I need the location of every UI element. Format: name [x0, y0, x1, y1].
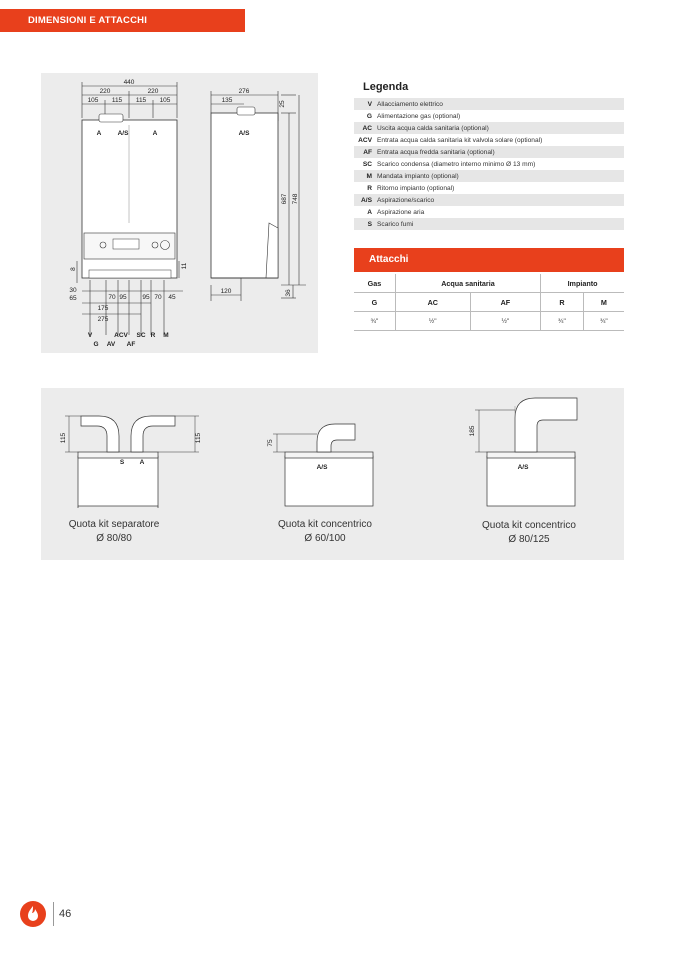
legend-item [354, 122, 624, 134]
legend-code: G [366, 112, 372, 120]
col-m: M [583, 293, 624, 312]
val-af: ½" [470, 312, 540, 331]
kit2-name: Quota kit concentrico [278, 519, 372, 530]
kit1-name: Quota kit separatore [68, 519, 160, 530]
conn-label-r: R [150, 332, 156, 339]
group-gas: Gas [354, 274, 395, 293]
legend-desc: Entrata acqua fredda sanitaria (optional) [377, 148, 495, 156]
label-a-right: A [152, 130, 158, 137]
kit3-name: Quota kit concentrico [482, 520, 576, 531]
legend-code: ACV [358, 136, 372, 144]
label-a-left: A [96, 130, 102, 137]
conn-label-sc: SC [136, 332, 146, 339]
brand-flame-logo [20, 901, 46, 927]
kit1-dim-left: 115 [60, 432, 67, 444]
dim-95-left: 95 [119, 294, 127, 301]
legend-item [354, 206, 624, 218]
legend-desc: Aspirazione/scarico [377, 196, 435, 204]
dim-half-left: 220 [99, 88, 111, 95]
val-r: ¾" [541, 312, 584, 331]
dim-748: 748 [292, 193, 299, 205]
dim-25: 25 [279, 100, 286, 108]
dim-115-right: 115 [135, 97, 147, 104]
legend-desc: Scarico fumi [377, 220, 414, 228]
legend-desc: Aspirazione aria [377, 208, 425, 216]
kit3-caption [464, 519, 594, 547]
kit1-label-a: A [139, 459, 145, 466]
legend-item [354, 134, 624, 146]
legend-item [354, 182, 624, 194]
label-as-side: A/S [238, 130, 250, 137]
dim-11: 11 [181, 262, 188, 270]
label-as-front: A/S [117, 130, 129, 137]
group-acqua-sanitaria: Acqua sanitaria [395, 274, 540, 293]
dim-half-right: 220 [147, 88, 159, 95]
dim-depth: 276 [238, 88, 250, 95]
kit1-diameter: Ø 80/80 [96, 533, 132, 544]
dim-65: 65 [69, 295, 77, 302]
kit1-dim-right: 115 [195, 432, 202, 444]
dim-115-left: 115 [111, 97, 123, 104]
legend-item [354, 98, 624, 110]
legend-code: V [367, 100, 372, 108]
dim-70-left: 70 [108, 294, 116, 301]
legend-desc: Uscita acqua calda sanitaria (optional) [377, 124, 489, 132]
kit2-dim: 75 [267, 439, 274, 447]
legend-item [354, 158, 624, 170]
dim-36: 36 [285, 289, 292, 297]
conn-label-v: V [87, 332, 93, 339]
col-af: AF [470, 293, 540, 312]
dim-175: 175 [97, 305, 109, 312]
conn-label-av: AV [106, 341, 116, 348]
kit-concentrico-80-125-drawing [475, 398, 577, 506]
legend-desc: Entrata acqua calda sanitaria kit valvola solare (optional) [377, 136, 543, 144]
section-title: DIMENSIONI E ATTACCHI [28, 15, 148, 26]
dim-275: 275 [97, 316, 109, 323]
legend-code: A [367, 208, 372, 216]
group-impianto: Impianto [541, 274, 624, 293]
dim-70-right: 70 [154, 294, 162, 301]
kit2-caption [260, 518, 390, 546]
kit1-label-s: S [119, 459, 125, 466]
conn-label-m: M [163, 332, 169, 339]
section-header [0, 9, 245, 32]
kit2-label-as: A/S [316, 464, 328, 471]
dim-8: 8 [70, 267, 77, 271]
kit-separatore-drawing [65, 416, 199, 510]
dim-135: 135 [221, 97, 233, 104]
page-number: 46 [59, 908, 72, 920]
table-value-row [354, 312, 624, 331]
legend-desc: Alimentazione gas (optional) [377, 112, 461, 120]
legend-desc: Ritorno impianto (optional) [377, 184, 455, 192]
attacchi-title: Attacchi [369, 254, 409, 265]
legend-item [354, 218, 624, 230]
dim-105-left: 105 [87, 97, 99, 104]
boiler-front-view [82, 114, 177, 278]
legend-code: R [367, 184, 372, 192]
legend-item [354, 170, 624, 182]
dimension-drawing-panel [41, 73, 318, 353]
kit3-diameter: Ø 80/125 [508, 534, 550, 545]
col-r: R [541, 293, 584, 312]
conn-label-acv: ACV [114, 332, 128, 339]
table-group-row [354, 274, 624, 293]
col-ac: AC [395, 293, 470, 312]
dim-total-width: 440 [123, 79, 135, 86]
dim-95-right: 95 [142, 294, 150, 301]
dim-687: 687 [281, 193, 288, 205]
val-g: ¾" [354, 312, 395, 331]
kit3-label-as: A/S [517, 464, 529, 471]
legend-item [354, 110, 624, 122]
dim-30: 30 [69, 287, 77, 294]
legend-desc: Mandata impianto (optional) [377, 172, 459, 180]
dim-45: 45 [168, 294, 176, 301]
legend-title: Legenda [363, 81, 409, 93]
dim-120: 120 [220, 288, 232, 295]
legend-code: SC [362, 160, 372, 168]
legend-list [354, 98, 624, 230]
legend-desc: Allacciamento elettrico [377, 100, 443, 108]
legend-desc: Scarico condensa (diametro interno minimo Ø 13 mm) [377, 160, 536, 168]
legend-code: S [367, 220, 372, 228]
legend-code: M [366, 172, 372, 180]
footer-divider [53, 902, 54, 926]
conn-label-g: G [93, 341, 99, 348]
legend-code: AC [362, 124, 372, 132]
attacchi-table [354, 274, 624, 331]
legend-item [354, 194, 624, 206]
val-m: ¾" [583, 312, 624, 331]
col-g: G [354, 293, 395, 312]
flame-icon [20, 901, 46, 927]
legend-code: AF [363, 148, 372, 156]
kit3-dim: 185 [469, 425, 476, 437]
conn-label-af: AF [126, 341, 136, 348]
kit1-caption [49, 518, 179, 546]
val-ac: ½" [395, 312, 470, 331]
dim-105-right: 105 [159, 97, 171, 104]
table-column-row [354, 293, 624, 312]
legend-item [354, 146, 624, 158]
legend-code: A/S [361, 196, 372, 204]
boiler-dimension-drawing [41, 73, 318, 353]
kit2-diameter: Ø 60/100 [304, 533, 346, 544]
attacchi-header [354, 248, 624, 272]
